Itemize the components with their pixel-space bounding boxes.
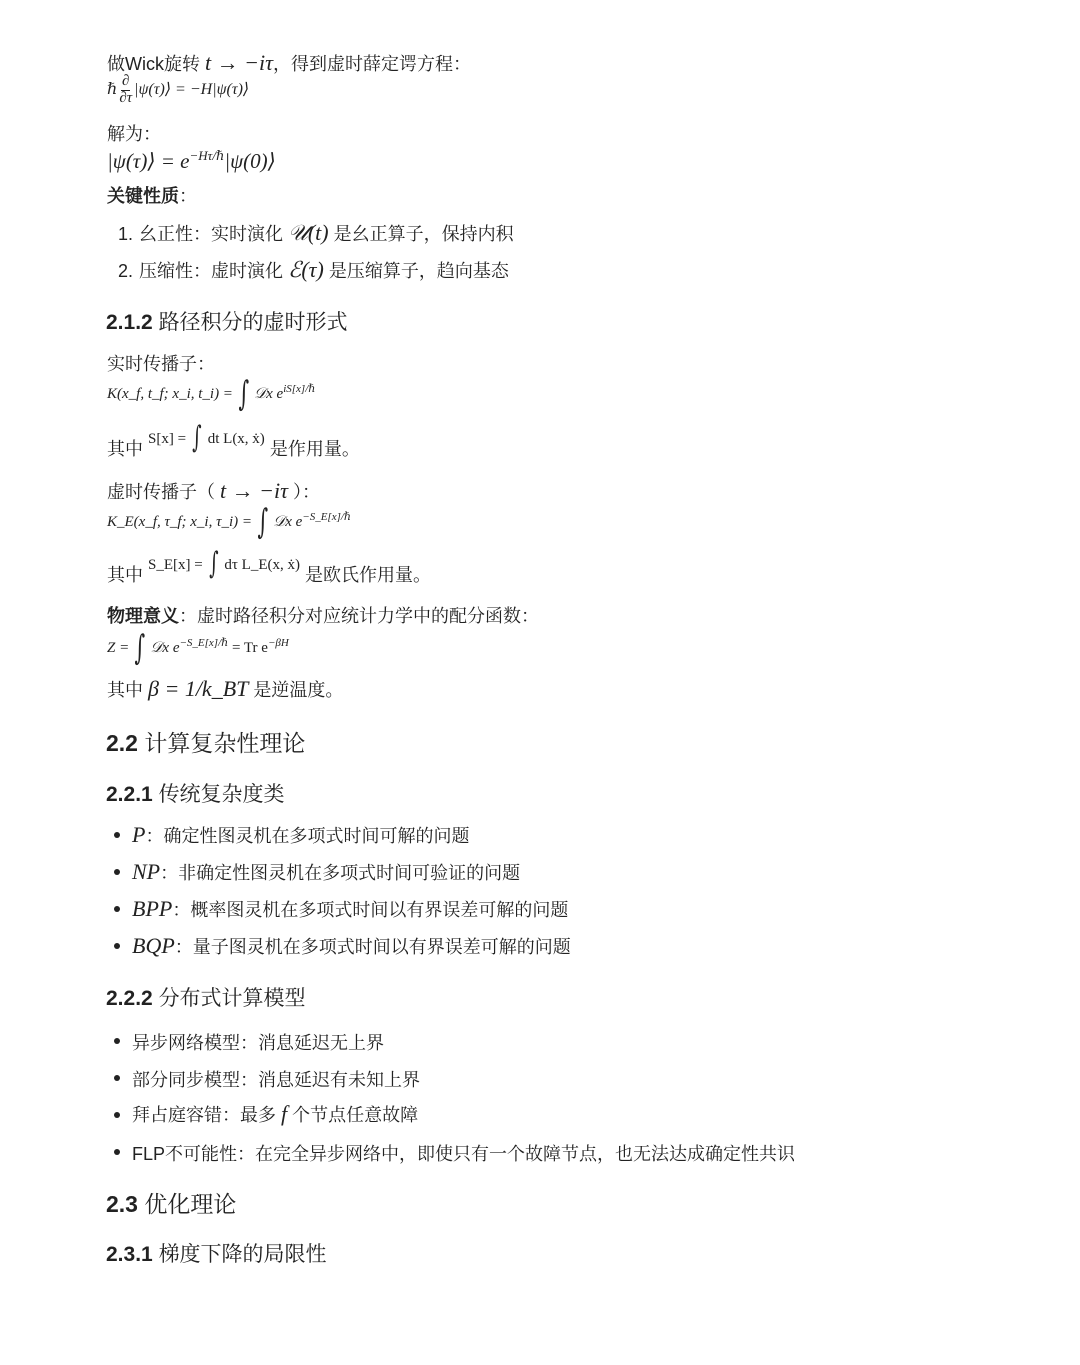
class-symbol: NP [132, 859, 161, 884]
physical-meaning-text: ：虚时路径积分对应统计力学中的配分函数： [179, 606, 539, 626]
list-item [107, 859, 520, 885]
item-prefix: 幺正性：实时演化 [139, 224, 283, 244]
section-number: 2.2.2 [106, 987, 153, 1010]
integral-sign: ∫ [238, 374, 249, 414]
item-text: 部分同步模型：消息延迟有未知上界 [132, 1070, 420, 1090]
solution-exponent: −Hτ/ℏ [189, 148, 225, 163]
list-item [107, 257, 509, 283]
section-heading-2-2 [106, 730, 305, 758]
bullet [114, 1075, 120, 1081]
line-suffix: 是逆温度。 [253, 680, 344, 700]
bullet [114, 906, 120, 912]
physical-meaning-line [107, 606, 539, 628]
section-number: 2.1.2 [106, 311, 153, 334]
action-integrand: dt L(x, ẋ) [207, 430, 265, 447]
action-lhs: S[x] = [148, 430, 187, 447]
partition-lhs: Z = [107, 639, 130, 656]
integrand: 𝒟x e [273, 513, 303, 530]
section-title: 计算复杂性理论 [144, 730, 306, 756]
section-title: 路径积分的虚时形式 [158, 311, 348, 334]
integral-sign: ∫ [134, 628, 146, 668]
section-heading-2-2-2 [106, 986, 306, 1011]
label-prefix: 虚时传播子（ [107, 482, 215, 502]
wick-prefix: 做Wick旋转 [107, 54, 200, 74]
partition-function-equation [107, 628, 289, 669]
action-lhs: S_E[x] = [148, 556, 203, 573]
section-heading-2-1-2 [106, 310, 348, 335]
key-properties-label: 关键性质 [107, 186, 179, 206]
solution-lhs: |ψ(τ)⟩ = e [107, 149, 190, 173]
bullet [114, 1038, 120, 1044]
wick-rotation-math: t → −iτ [205, 50, 273, 75]
bullet [114, 832, 120, 838]
line-prefix: 其中 [107, 680, 143, 700]
propagator-lhs: K(x_f, t_f; x_i, t_i) = [107, 385, 233, 402]
partial-fraction [119, 74, 132, 107]
propagator-lhs: K_E(x_f, τ_f; x_i, τ_i) = [107, 513, 252, 530]
class-description: ：确定性图灵机在多项式时间可解的问题 [145, 826, 470, 846]
integral-sign: ∫ [257, 502, 268, 542]
list-item [107, 896, 568, 922]
item-suffix: 是压缩算子，趋向基态 [328, 261, 509, 281]
key-properties-heading [107, 186, 197, 208]
section-title: 优化理论 [144, 1191, 237, 1217]
section-number: 2.3 [106, 1191, 138, 1217]
section-title: 梯度下降的局限性 [158, 1243, 327, 1266]
line-suffix: 是欧氏作用量。 [305, 564, 432, 585]
item-symbol: ℰ(τ) [288, 257, 324, 282]
integrand-exponent: −S_E[x]/ℏ [179, 636, 229, 649]
list-item [107, 1029, 384, 1055]
list-item [107, 933, 571, 959]
imag-time-schrodinger-equation [107, 74, 249, 107]
item-text: FLP不可能性：在完全异步网络中，即使只有一个故障节点，也无法达成确定性共识 [132, 1144, 796, 1164]
beta-line [107, 676, 343, 702]
bullet [114, 1112, 120, 1118]
label-suffix: ）： [292, 482, 320, 502]
integral-sign: ∫ [208, 546, 219, 581]
class-description: ：非确定性图灵机在多项式时间可验证的问题 [160, 863, 521, 883]
line-prefix: 其中 [107, 438, 143, 459]
fraction-denominator: ∂τ [119, 89, 133, 106]
list-number: 2. [117, 261, 133, 281]
section-title: 传统复杂度类 [158, 783, 285, 806]
section-number: 2.2.1 [106, 783, 153, 806]
section-number: 2.2 [106, 730, 138, 756]
item-symbol: 𝒰(t) [288, 220, 329, 245]
beta-math: β = 1/k_BT [148, 676, 249, 701]
item-symbol: f [281, 1101, 288, 1126]
list-item [107, 1140, 795, 1166]
item-suffix: 是幺正算子，保持内积 [333, 224, 514, 244]
equation-rest: |ψ(τ)⟩ = −H|ψ(τ)⟩ [134, 80, 250, 98]
line-prefix: 其中 [107, 564, 143, 585]
hbar-symbol: ℏ [107, 80, 118, 98]
real-propagator-equation [107, 374, 315, 415]
fraction-numerator: ∂ [121, 73, 130, 89]
item-text: 异步网络模型：消息延迟无上界 [132, 1033, 384, 1053]
rotation-math: t → −iτ [220, 478, 288, 503]
action-integrand: dτ L_E(x, ẋ) [224, 556, 300, 573]
solution-equation [107, 148, 276, 174]
list-item [107, 220, 514, 246]
section-number: 2.3.1 [106, 1243, 153, 1266]
solution-rhs: |ψ(0)⟩ [224, 149, 276, 173]
line-suffix: 是作用量。 [269, 438, 360, 459]
integrand-exponent: iS[x]/ℏ [283, 382, 316, 395]
key-properties-colon: ： [179, 186, 197, 206]
trace-part: = Tr e [228, 639, 268, 656]
wick-rotation-line [107, 50, 471, 76]
bullet [114, 943, 120, 949]
list-item [107, 1101, 418, 1127]
integrand-exponent: −S_E[x]/ℏ [302, 510, 351, 523]
section-heading-2-2-1 [106, 782, 285, 807]
class-symbol: BPP [132, 896, 173, 921]
trace-exponent: −βH [267, 636, 289, 649]
integral-sign: ∫ [192, 420, 202, 455]
item-suffix: 个节点任意故障 [292, 1105, 419, 1125]
wick-suffix: ，得到虚时薛定谔方程： [272, 54, 471, 74]
section-title: 分布式计算模型 [158, 987, 306, 1010]
solution-label: 解为： [107, 124, 161, 144]
class-description: ：概率图灵机在多项式时间以有界误差可解的问题 [172, 900, 569, 920]
class-symbol: P [132, 822, 146, 847]
list-number: 1. [117, 224, 133, 244]
class-symbol: BQP [132, 933, 175, 958]
section-heading-2-3-1 [106, 1242, 327, 1267]
physical-meaning-label: 物理意义 [107, 606, 179, 626]
bullet [114, 1149, 120, 1155]
section-heading-2-3 [106, 1191, 236, 1219]
imag-propagator-equation [107, 502, 351, 543]
list-item [107, 1066, 420, 1092]
imag-propagator-label [107, 478, 320, 504]
integrand: 𝒟x e [150, 639, 180, 656]
item-prefix: 压缩性：虚时演化 [139, 261, 283, 281]
real-propagator-label: 实时传播子： [107, 354, 215, 374]
bullet [114, 869, 120, 875]
euclidean-action-line [107, 546, 431, 586]
action-line [107, 420, 360, 460]
item-prefix: 拜占庭容错：最多 [132, 1105, 276, 1125]
class-description: ：量子图灵机在多项式时间以有界误差可解的问题 [174, 937, 571, 957]
integrand: 𝒟x e [254, 385, 284, 402]
list-item [107, 822, 469, 848]
